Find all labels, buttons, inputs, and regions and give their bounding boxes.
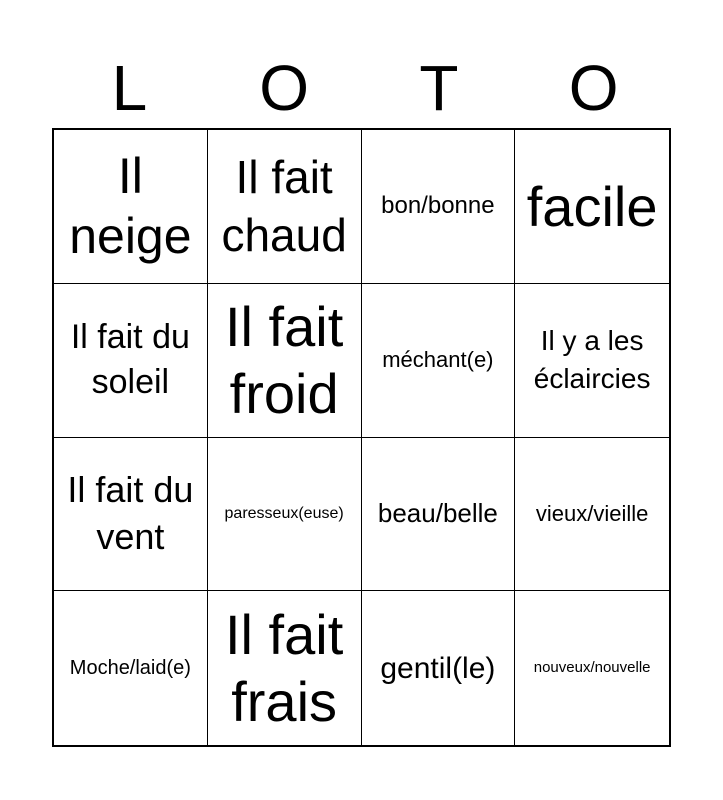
title-letter-o: O (259, 52, 310, 124)
bingo-card-grid (52, 128, 671, 747)
bingo-cell: beau/belle (362, 438, 516, 592)
bingo-cell: Il fait frais (208, 591, 362, 745)
bingo-cell: Il fait du vent (54, 438, 208, 592)
bingo-cell: facile (515, 130, 669, 284)
bingo-cell: Il fait du soleil (54, 284, 208, 438)
title-letter-t: T (419, 52, 459, 124)
title-letter-o-2: O (568, 52, 619, 124)
bingo-cell: méchant(e) (362, 284, 516, 438)
bingo-cell: Il fait froid (208, 284, 362, 438)
bingo-cell: paresseux(euse) (208, 438, 362, 592)
bingo-cell: Il fait chaud (208, 130, 362, 284)
bingo-cell: Il y a les éclaircies (515, 284, 669, 438)
title-letter-l: L (111, 52, 148, 124)
bingo-title (52, 50, 671, 126)
bingo-cell: nouveux/nouvelle (533, 658, 651, 676)
bingo-cell: gentil(le) (362, 591, 516, 745)
bingo-cell: Moche/laid(e) (54, 591, 208, 745)
bingo-cell: vieux/vieille (515, 438, 669, 592)
bingo-cell: Il neige (54, 130, 208, 284)
bingo-cell: bon/bonne (362, 130, 516, 284)
